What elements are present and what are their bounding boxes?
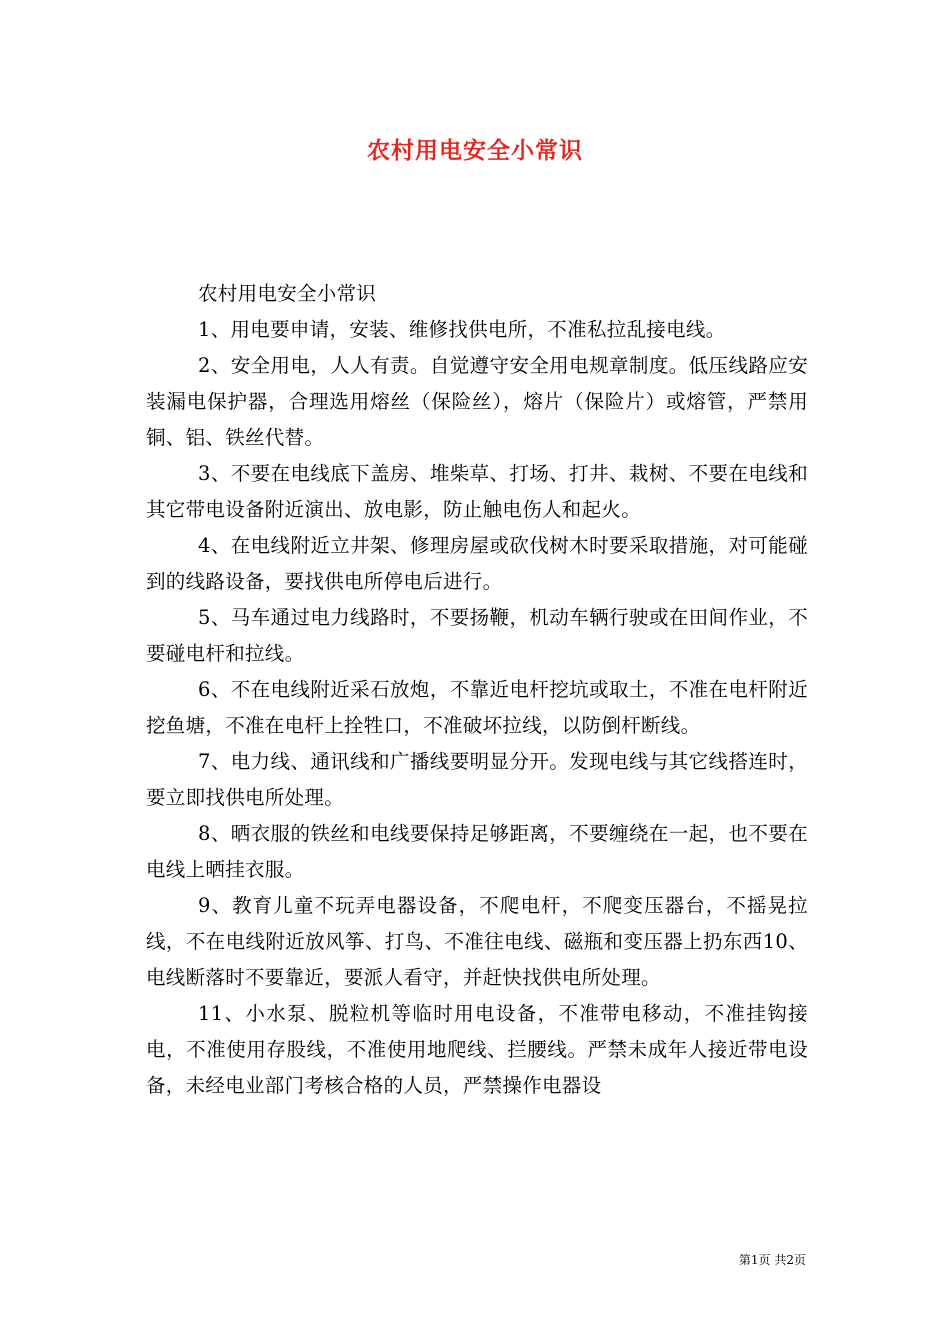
paragraph-item-6: 6、不在电线附近采石放炮，不靠近电杆挖坑或取土，不准在电杆附近挖鱼塘，不准在电杆上拴牲口，不准破坏拉线，以防倒杆断线。 — [146, 678, 808, 737]
page-number: 第1页 共2页 — [738, 1253, 806, 1267]
paragraph-item-7: 7、电力线、通讯线和广播线要明显分开。发现电线与其它线搭连时，要立即找供电所处理。 — [146, 750, 808, 809]
paragraph-heading: 农村用电安全小常识 — [198, 282, 377, 305]
paragraph-item-9-10: 9、教育儿童不玩弄电器设备，不爬电杆，不爬变压器台，不摇晃拉线，不在电线附近放风筝、打鸟、不准往电线、磁瓶和变压器上扔东西10、电线断落时不要靠近，要派人看守，并赶快找供电所处理。 — [146, 894, 808, 989]
paragraph-item-11: 11、小水泵、脱粒机等临时用电设备，不准带电移动，不准挂钩接电，不准使用存股线，不准使用地爬线、拦腰线。严禁未成年人接近带电设备，未经电业部门考核合格的人员，严禁操作电器设 — [146, 1002, 808, 1097]
document-body — [146, 276, 808, 1104]
paragraph-item-8: 8、晒衣服的铁丝和电线要保持足够距离，不要缠绕在一起，也不要在电线上晒挂衣服。 — [146, 822, 808, 881]
paragraph-item-2: 2、安全用电，人人有责。自觉遵守安全用电规章制度。低压线路应安装漏电保护器，合理选用熔丝（保险丝），熔片（保险片）或熔管，严禁用铜、铝、铁丝代替。 — [146, 354, 808, 449]
paragraph-item-5: 5、马车通过电力线路时，不要扬鞭，机动车辆行驶或在田间作业，不要碰电杆和拉线。 — [146, 606, 808, 665]
paragraph-item-4: 4、在电线附近立井架、修理房屋或砍伐树木时要采取措施，对可能碰到的线路设备，要找供电所停电后进行。 — [146, 534, 808, 593]
document-title: 农村用电安全小常识 — [367, 137, 583, 164]
paragraph-item-1: 1、用电要申请，安装、维修找供电所，不准私拉乱接电线。 — [198, 318, 726, 341]
paragraph-item-3: 3、不要在电线底下盖房、堆柴草、打场、打井、栽树、不要在电线和其它带电设备附近演出、放电影，防止触电伤人和起火。 — [146, 462, 808, 521]
